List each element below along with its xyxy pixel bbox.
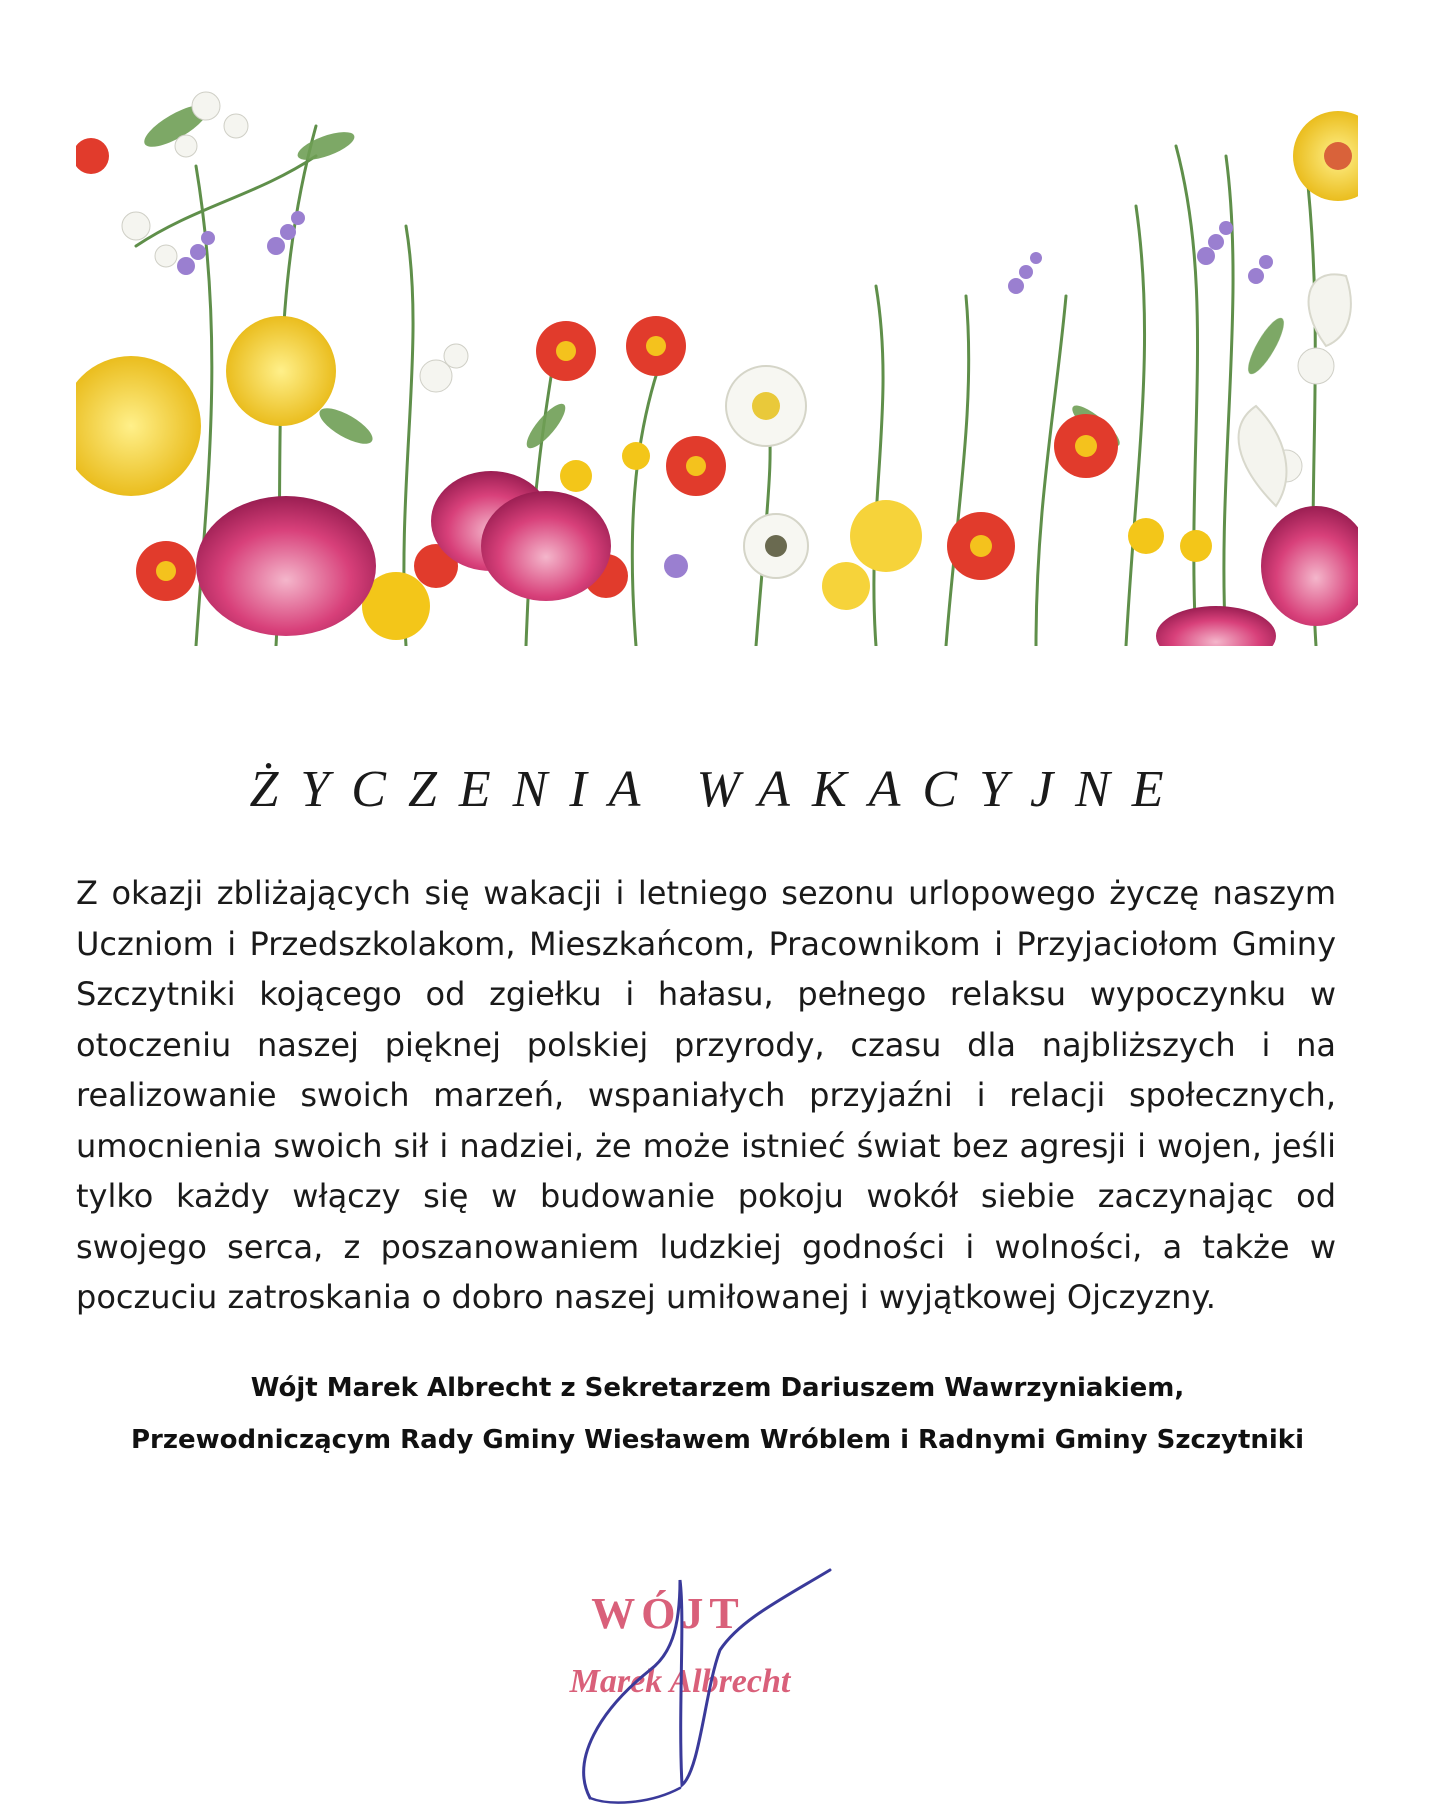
stamp-name-text: Marek Albrecht (569, 1663, 791, 1700)
signature-stamp (530, 1560, 860, 1810)
signoff-line-1: Wójt Marek Albrecht z Sekretarzem Dariuszem Wawrzyniakiem, (250, 1373, 1185, 1403)
signoff-line-2: Przewodniczącym Rady Gminy Wiesławem Wróblem i Radnymi Gminy Szczytniki (131, 1425, 1304, 1455)
greeting-body-text: Z okazji zbliżających się wakacji i letniego sezonu urlopowego życzę naszym Uczniom i Przedszkolakom, Mieszkańcom, Pracownikom i Przyjaciołom Gminy Szczytniki kojącego od zgiełku i hałasu, pełnego relaksu wypoczynku w otoczeniu naszej pięknej polskiej przyrody, czasu dla najbliższych i na realizowanie swoich marzeń, wspaniałych przyjaźni i relacji społecznych, umocnienia swoich sił i nadziei, że może istnieć świat bez agresji i wojen, jeśli tylko każdy włączy się w budowanie pokoju wokół siebie zaczynając od swojego serca, z poszanowaniem ludzkiej godności i wolności, a także w poczuciu zatroskania o dobro naszej umiłowanej i wyjątkowej Ojczyzny. (76, 874, 1336, 1316)
stamp-title-text: WÓJT (591, 1589, 745, 1638)
page-title: ŻYCZENIA WAKACYJNE (249, 761, 1186, 818)
wildflower-banner-illustration (76, 46, 1358, 646)
signoff-block (0, 1362, 1435, 1466)
